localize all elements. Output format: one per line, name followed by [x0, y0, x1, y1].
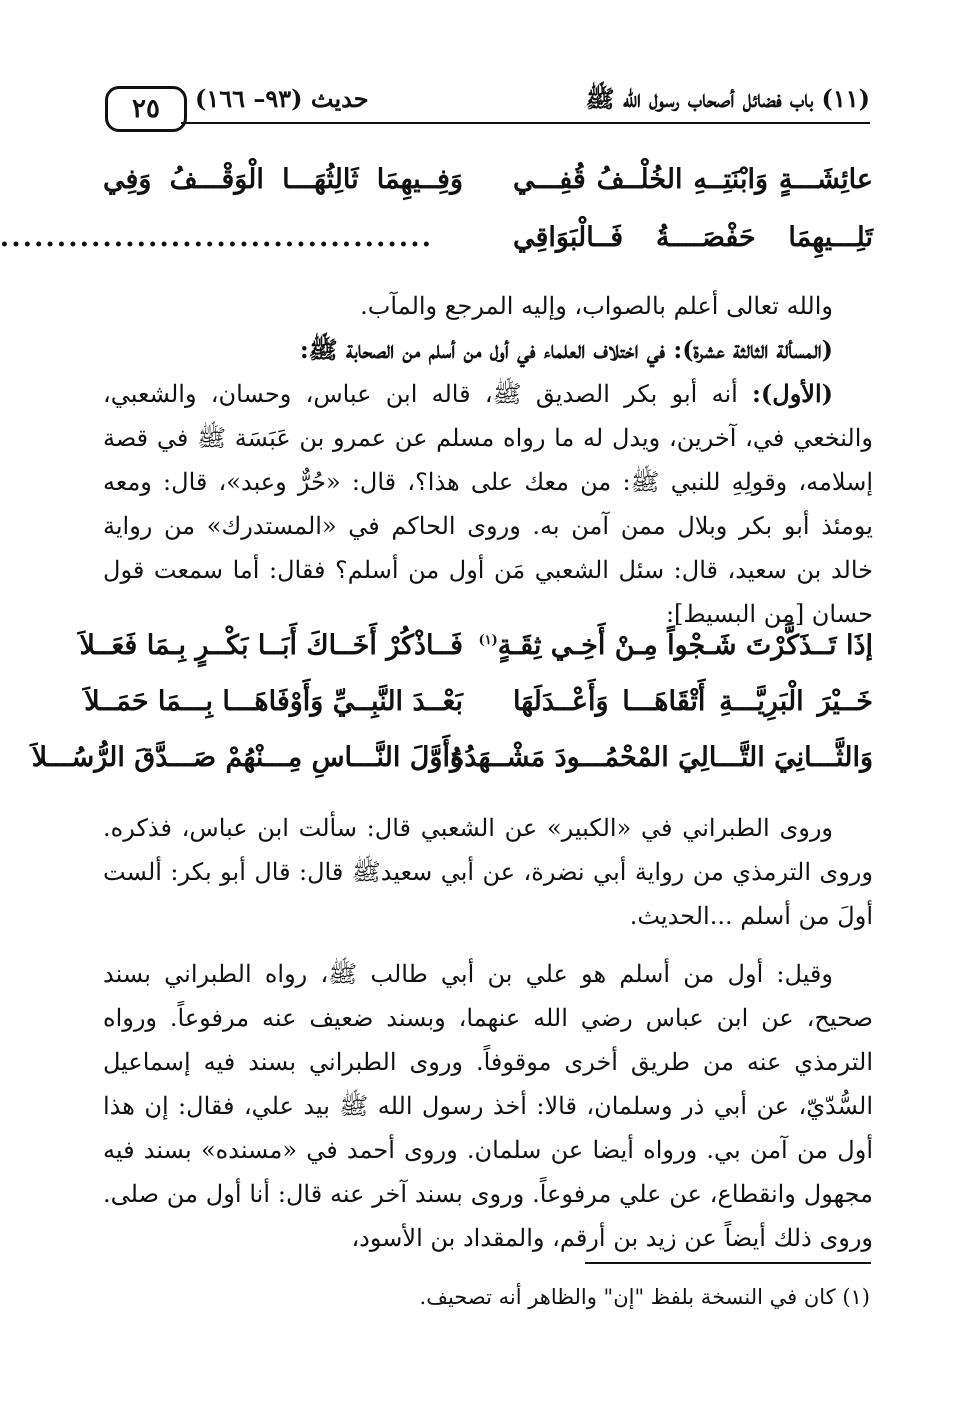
page-number: ٢٥: [105, 86, 187, 132]
body-text-block: [103, 806, 873, 938]
opinion-label: (الأول):: [752, 379, 833, 408]
tabarani-paragraph: وروى الطبراني في «الكبير» عن الشعبي قال: سألت ابن عباس، فذكره. وروى الترمذي من رواية أبي نضرة، عن أبي سعيدﷺ قال: قال أبو بكر: ألست أولَ من أسلم ...الحديث.: [103, 814, 873, 930]
verse-line: [103, 164, 873, 214]
section-heading: (المسألة الثالثة عشرة): في اختلاف العلماء في أول من أسلم من الصحابة ﷺ:: [299, 335, 833, 364]
hadith-range: حديث (٩٣– ١٦٦): [195, 84, 369, 113]
verse-hemistich-first: تَلِـــيهِمَا حَفْصَــــةُ فَــالْبَوَاقِي: [513, 222, 873, 253]
running-header: [105, 84, 870, 124]
footnote: (١) كان في النسخة بلفظ "إن" والظاهر أنه تصحيف.: [419, 1285, 870, 1309]
poem-line: [79, 630, 873, 680]
verse-hemistich-second: وَفِــيهِمَا ثَالِثُهَـــا الْوَقْـــفُ وَفِي: [103, 164, 463, 195]
opinion-text: أنه أبو بكر الصديق ﷺ، قاله ابن عباس، وحسان، والشعبي، والنخعي في، آخرين، ويدل له ما رواه مسلم عن عمرو بن عَبَسَة ﷺ في قصة إسلامه، وقولِهِ للنبي ﷺ: من معك على هذا؟، قال: «حُرٌّ وعبد»، قال: ومعه يومئذ أبو بكر وبلال ممن آمن به. وروى الحاكم في «المستدرك» من رواية خالد بن سعيد، قال: سئل الشعبي مَن أول من أسلم؟ فقال: أما سمعت قول حسان [من البسيط]:: [103, 380, 874, 628]
footnote-divider: [585, 1262, 871, 1264]
poem-line: [84, 686, 873, 736]
poem-hemistich-second: بَعْــدَ النَّبِــيِّ وَأَوْفَاهَـــا بِـــمَا حَمَــلاَ: [84, 686, 463, 717]
footnote-marker: (١): [478, 633, 498, 648]
body-text-block: [103, 284, 873, 636]
first-opinion-paragraph: [103, 372, 873, 636]
poem-hemistich-first: خَــيْرَ الْبَرِيَّـــةِ أَتْقَاهَـــا وَأَعْــدَلَهَا: [513, 686, 873, 717]
chapter-title: (١١) باب فضائل أصحاب رسول الله ﷺ: [585, 84, 870, 113]
closing-formula: والله تعالى أعلم بالصواب، وإليه المرجع والمآب.: [360, 292, 833, 320]
poem-line: [31, 742, 873, 792]
poem-hemistich-second: فَــاذْكُرْ أَخَــاكَ أَبَــا بَكْــرٍ بِـمَا فَعَــلاَ: [79, 630, 463, 661]
poem-hemistich-first: وَالثَّـــانِيَ التَّـــالِيَ المْحْمُـــودَ مَشْــهَدُهُ: [450, 742, 873, 773]
poem-hemistich-first: [478, 630, 873, 661]
body-text-block: [103, 952, 873, 1260]
second-opinion-paragraph: وقيل: أول من أسلم هو علي بن أبي طالب ﷺ، رواه الطبراني بسند صحيح، عن ابن عباس رضي الله عنهما، وبسند ضعيف عنه مرفوعاً. ورواه الترمذي عنه من طريق أخرى موقوفاً. وروى الطبراني بسند فيه إسماعيل السُّدّيّ، عن أبي ذر وسلمان، قالا: أخذ رسول الله ﷺ بيد علي، فقال: إن هذا أول من آمن بي. ورواه أيضا عن سلمان. وروى أحمد في «مسنده» بسند فيه مجهول وانقطاع، عن علي مرفوعاً. وروى بسند آخر عنه قال: أنا أول من صلى. وروى ذلك أيضاً عن زيد بن أرقم، والمقداد بن الأسود،: [103, 960, 873, 1252]
poem-text: إذَا تَــذَكَّرْتَ شَـجْواً مِـنْ أَخِـي ثِقَـةٍ: [497, 630, 873, 661]
verse-line: [0, 222, 873, 272]
verse-ellipsis-dots: ......................................: [0, 222, 433, 253]
verse-hemistich-first: عائِشَـــةٍ وَابْنَتِــهِ الخُلْــفُ قُفِـــي: [513, 164, 873, 195]
header-divider: [181, 122, 870, 124]
poem-hemistich-second: وَأَوَّلَ النَّـــاسِ مِـــنْهُمْ صَـــدَّقَ الرُّسُـــلاَ: [31, 742, 463, 773]
